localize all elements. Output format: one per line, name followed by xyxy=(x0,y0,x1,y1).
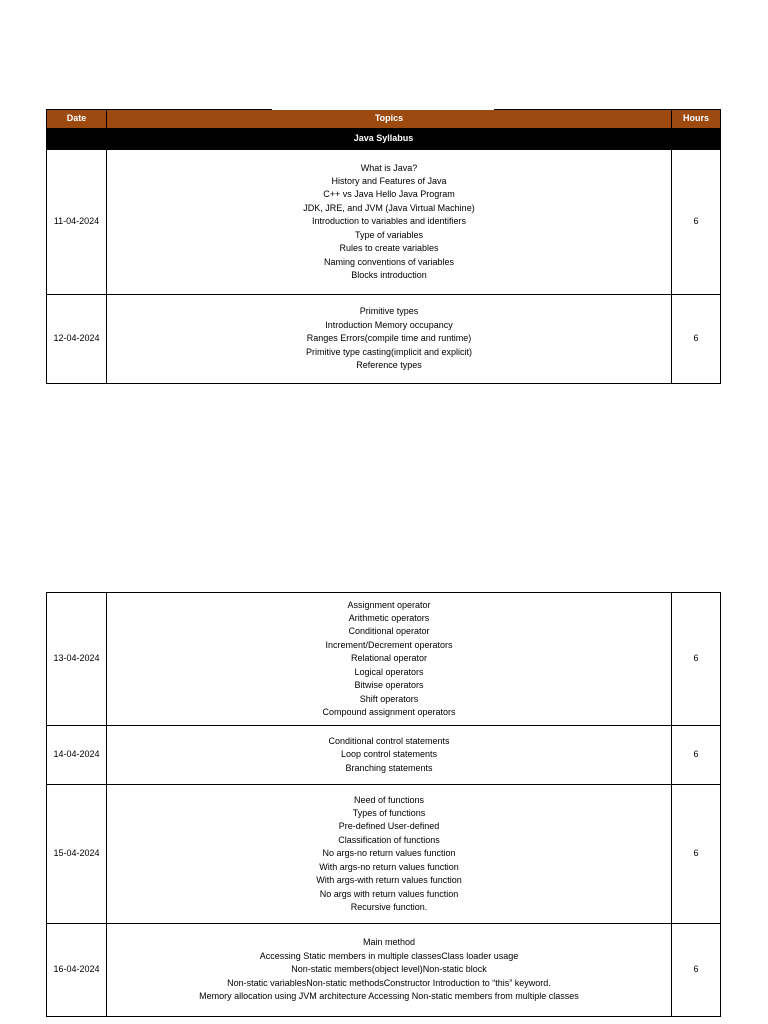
topic-line: Naming conventions of variables xyxy=(323,256,455,267)
topics-cell xyxy=(107,295,672,384)
table-row xyxy=(47,150,721,295)
topic-line: Blocks introduction xyxy=(351,269,427,280)
topics-cell xyxy=(107,593,672,726)
topic-line: Primitive type casting(implicit and explicit) xyxy=(305,346,473,357)
topics-cell xyxy=(107,150,672,295)
hours-cell: 6 xyxy=(672,785,721,924)
column-header-hours: Hours xyxy=(672,110,721,129)
topic-line: Types of functions xyxy=(352,808,426,819)
table-row xyxy=(47,785,721,924)
topic-line: Compound assignment operators xyxy=(322,706,456,717)
topic-line: No args with return values function xyxy=(319,888,459,899)
topic-line: Logical operators xyxy=(354,666,424,677)
topic-line: No args-no return values function xyxy=(322,848,456,859)
topic-line: With args-no return values function xyxy=(319,861,459,872)
table-row xyxy=(47,593,721,726)
topic-line: Conditional operator xyxy=(348,626,430,637)
topic-line: Increment/Decrement operators xyxy=(325,639,453,650)
topic-line: Memory allocation using JVM architecture Accessing Non-static members from multiple classes xyxy=(199,991,579,1002)
topic-line: Introduction to variables and identifiers xyxy=(311,216,467,227)
topic-line: Arithmetic operators xyxy=(348,613,430,624)
hours-cell: 6 xyxy=(672,593,721,726)
topics-cell xyxy=(107,785,672,924)
hours-cell: 6 xyxy=(672,726,721,785)
hours-cell: 6 xyxy=(672,150,721,295)
hours-cell: 6 xyxy=(672,295,721,384)
section-title: Java Syllabus xyxy=(47,129,721,150)
topic-line: Ranges Errors(compile time and runtime) xyxy=(306,333,472,344)
topic-line: Rules to create variables xyxy=(339,243,439,254)
topic-line: JDK, JRE, and JVM (Java Virtual Machine) xyxy=(303,202,475,213)
topic-line: Primitive types xyxy=(359,306,419,317)
topics-cell xyxy=(107,726,672,785)
table-header-row xyxy=(47,110,721,129)
topic-line: Classification of functions xyxy=(338,834,440,845)
date-cell: 14-04-2024 xyxy=(47,726,107,785)
topics-cell xyxy=(107,924,672,1017)
topic-line: Accessing Static members in multiple classesClass loader usage xyxy=(259,950,519,961)
topic-line: What is Java? xyxy=(360,162,418,173)
column-header-date: Date xyxy=(47,110,107,129)
topic-line: Non-static variablesNon-static methodsConstructor Introduction to “this” keyword. xyxy=(227,977,551,988)
topic-line: Assignment operator xyxy=(347,599,431,610)
section-title-row xyxy=(47,129,721,150)
topic-line: Pre-defined User-defined xyxy=(338,821,440,832)
topic-line: Non-static members(object level)Non-static block xyxy=(291,964,487,975)
column-header-topics: Topics xyxy=(107,110,672,129)
topic-line: History and Features of Java xyxy=(331,176,447,187)
topic-line: Need of functions xyxy=(353,794,425,805)
topic-line: Main method xyxy=(362,937,416,948)
syllabus-table-part-1 xyxy=(46,109,721,384)
topic-line: Type of variables xyxy=(354,229,424,240)
date-cell: 13-04-2024 xyxy=(47,593,107,726)
topic-line: Recursive function. xyxy=(350,901,428,912)
table-row xyxy=(47,924,721,1017)
topic-line: Branching statements xyxy=(345,762,433,773)
date-cell: 15-04-2024 xyxy=(47,785,107,924)
topic-line: Loop control statements xyxy=(340,749,438,760)
table-row xyxy=(47,295,721,384)
topic-line: With args-with return values function xyxy=(316,875,462,886)
topic-line: Introduction Memory occupancy xyxy=(325,319,453,330)
date-cell: 16-04-2024 xyxy=(47,924,107,1017)
topic-line: Bitwise operators xyxy=(354,680,424,691)
date-cell: 12-04-2024 xyxy=(47,295,107,384)
topic-line: Relational operator xyxy=(350,653,428,664)
topic-line: Shift operators xyxy=(359,693,419,704)
topic-line: Conditional control statements xyxy=(328,735,450,746)
topic-line: C++ vs Java Hello Java Program xyxy=(323,189,455,200)
topic-line: Reference types xyxy=(356,360,422,371)
hours-cell: 6 xyxy=(672,924,721,1017)
syllabus-table-part-2 xyxy=(46,592,721,1017)
page-top-strip xyxy=(272,104,494,110)
table-row xyxy=(47,726,721,785)
date-cell: 11-04-2024 xyxy=(47,150,107,295)
